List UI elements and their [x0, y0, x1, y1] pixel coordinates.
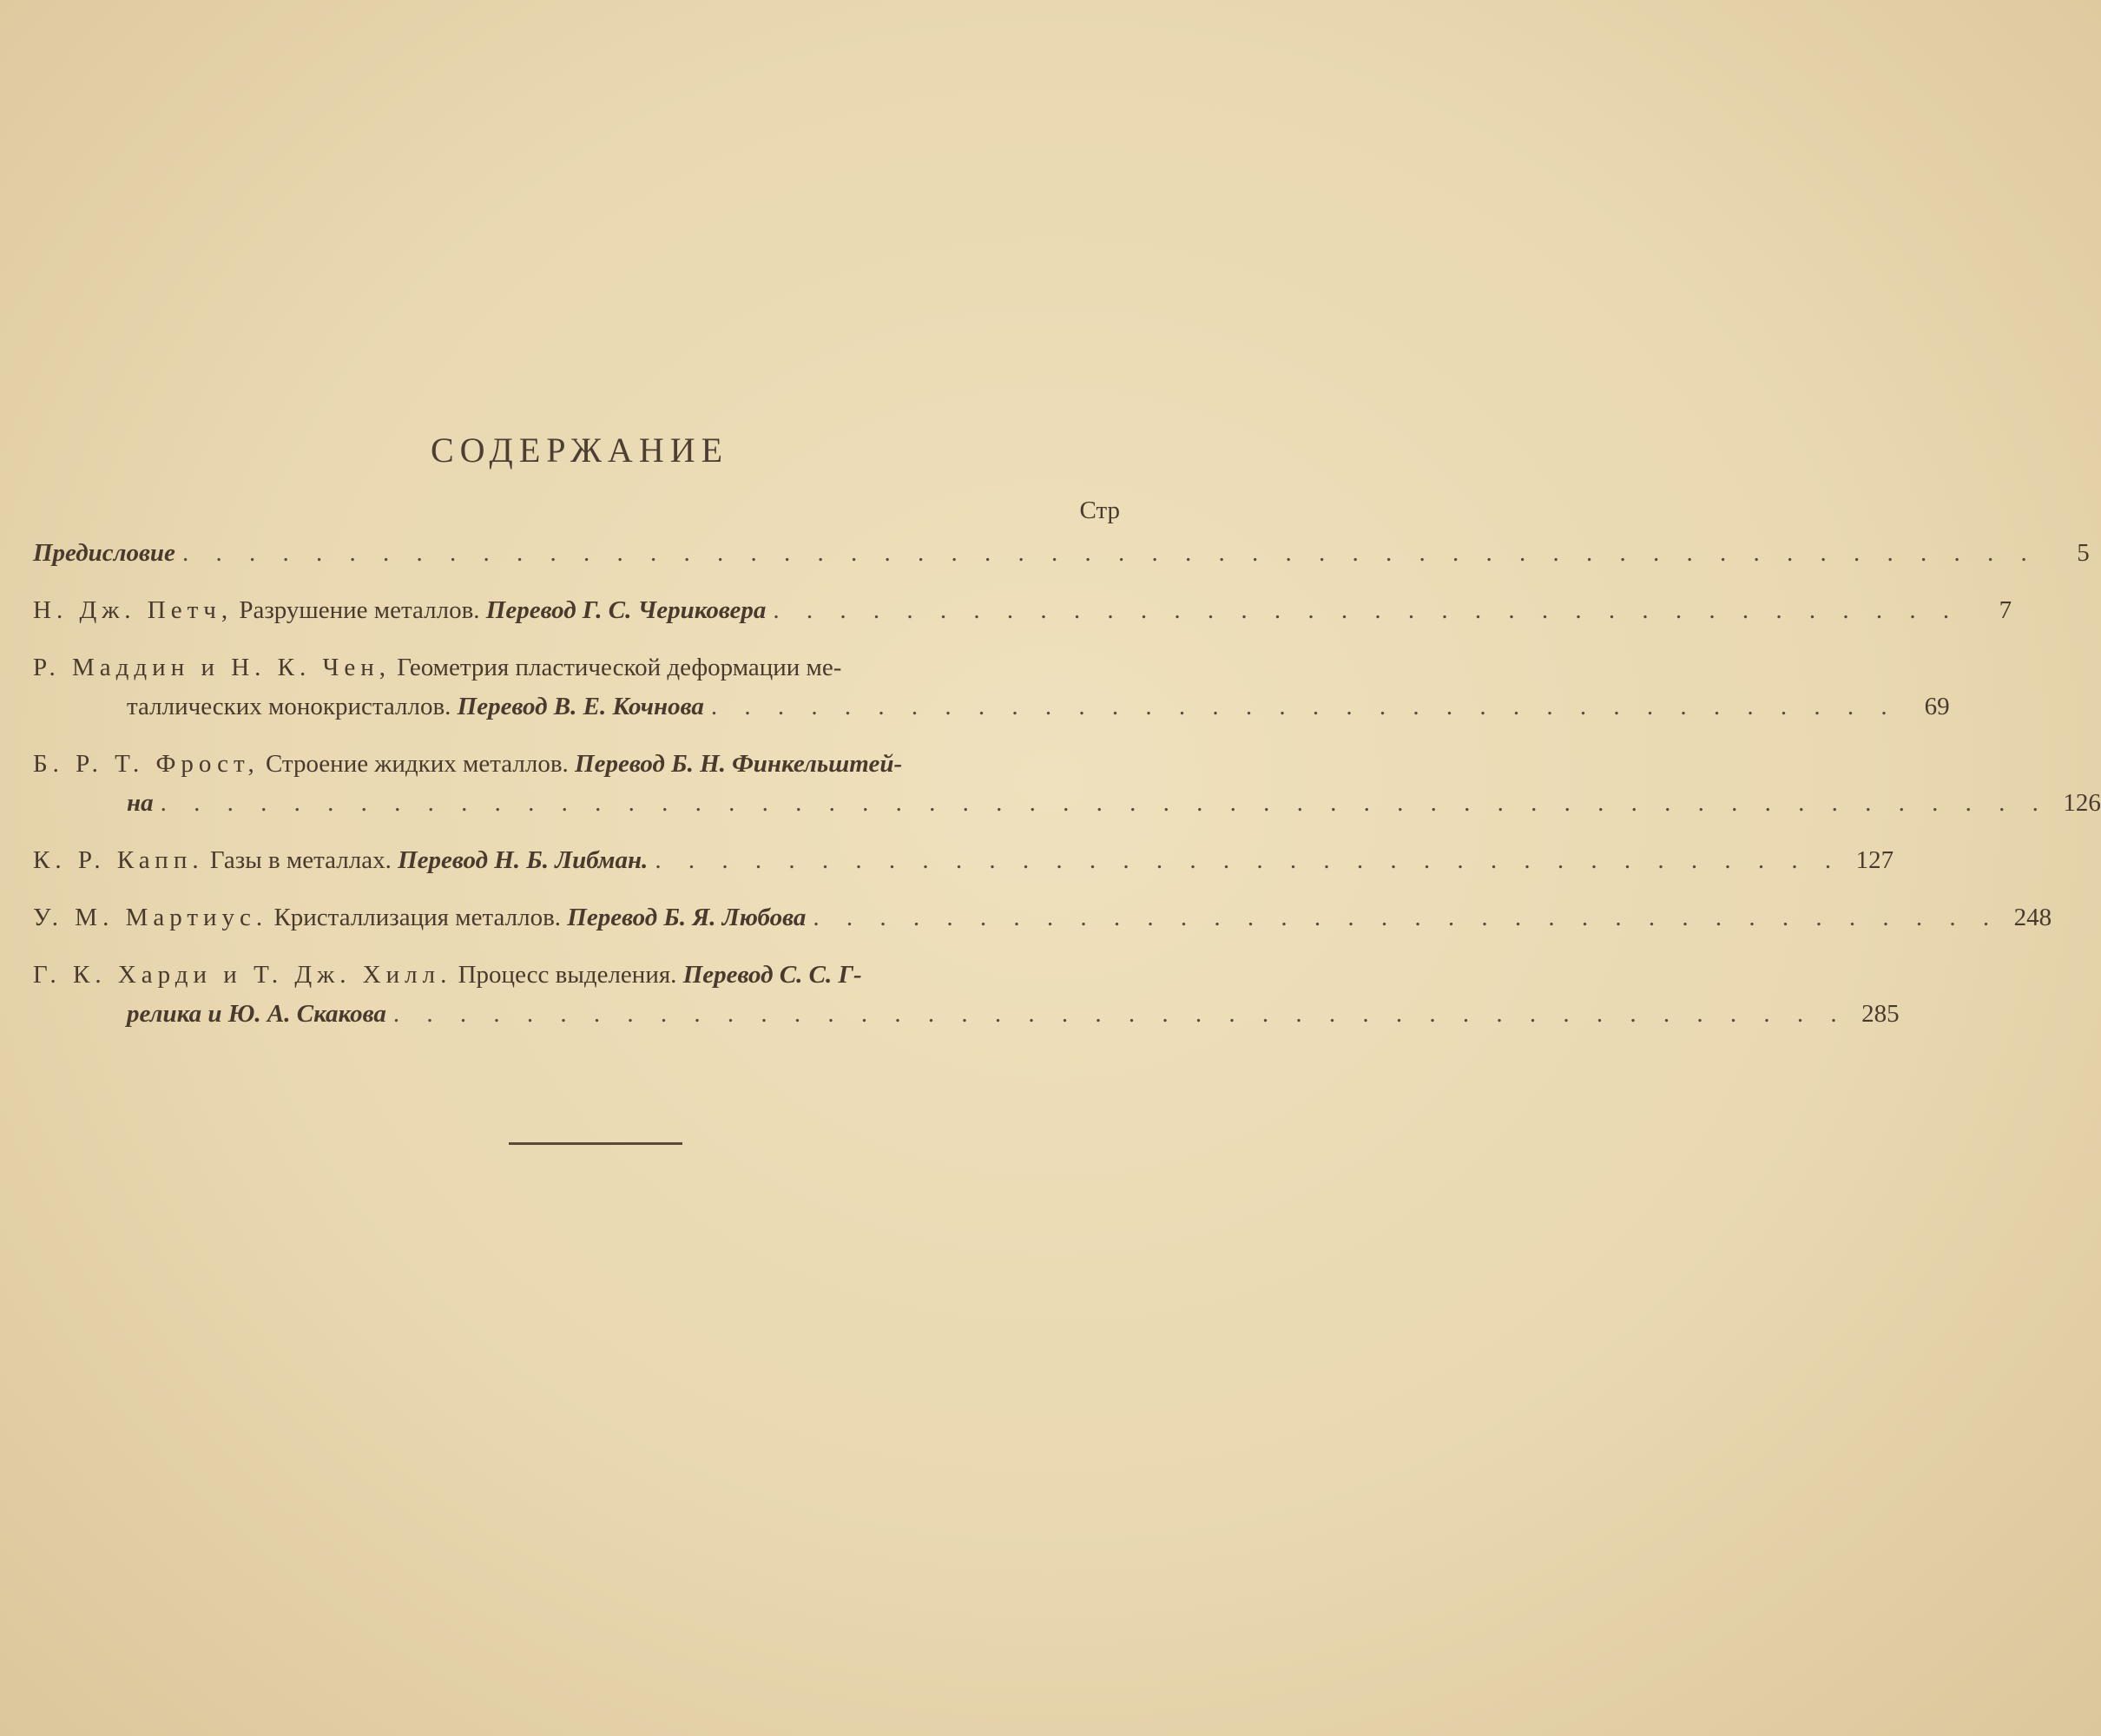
entry-authors: Б. Р. Т. Фрост, [33, 750, 260, 778]
toc-entry[interactable] [33, 956, 1900, 1034]
entry-translation: Перевод Б. Н. Финкельштей- [575, 750, 903, 778]
entry-translation: Перевод Н. Б. Либман. [398, 846, 649, 874]
entry-title: Геометрия пластической деформации ме- [397, 654, 842, 681]
toc-entry[interactable] [33, 745, 2101, 823]
page-number: 5 [2077, 539, 2090, 567]
entry-title: Процесс выделения. [458, 961, 677, 989]
page-number: 69 [1924, 693, 1950, 720]
entry-translation-continued: релика и Ю. А. Скакова [127, 1000, 386, 1028]
dot-leader: . . . . . . . . . . . . . . . . . . . . . . . . . . . . . . . . . . . . [710, 693, 1898, 720]
toc-entry[interactable] [33, 898, 2052, 937]
dot-leader: . . . . . . . . . . . . . . . . . . . . . . . . . . . . . . . . . . . . . . . . . . . . [392, 1000, 1847, 1028]
toc-entry[interactable] [33, 534, 2090, 573]
page-number: 285 [1861, 1000, 1900, 1028]
entry-translation: Перевод С. С. Г- [682, 961, 862, 989]
closing-rule [509, 1142, 682, 1145]
entry-title: Кристаллизация металлов. [273, 904, 562, 931]
entry-authors: Н. Дж. Петч, [33, 596, 234, 624]
toc-entry[interactable] [33, 841, 1894, 880]
entry-translation: Перевод В. Е. Кочнова [457, 693, 704, 720]
dot-leader: . . . . . . . . . . . . . . . . . . . . . . . . . . . . . . . . . . . . [813, 904, 2000, 931]
dot-leader: . . . . . . . . . . . . . . . . . . . . . . . . . . . . . . . . . . . . . . . . . . . . . . . . . . . . . . . . [181, 539, 2038, 567]
toc-entry[interactable] [33, 648, 1950, 727]
entry-authors: Г. К. Харди и Т. Дж. Хилл. [33, 961, 452, 989]
page-number: 248 [2013, 904, 2052, 931]
dot-leader: . . . . . . . . . . . . . . . . . . . . . . . . . . . . . . . . . . . . . . . . . . . . . . . . . . . . . . . . . [160, 789, 2049, 817]
entry-title: Строение жидких металлов. [265, 750, 569, 778]
entry-title: Предисловие [33, 539, 175, 567]
page-number: 126 [2063, 789, 2101, 817]
dot-leader: . . . . . . . . . . . . . . . . . . . . . . . . . . . . . . . . . . . . [773, 596, 1960, 624]
entry-translation: Перевод Б. Я. Любова [567, 904, 807, 931]
page-number: 127 [1855, 846, 1894, 874]
entry-authors: К. Р. Капп. [33, 846, 204, 874]
page-number: 7 [1999, 596, 2012, 624]
entry-translation: Перевод Г. С. Чериковера [485, 596, 767, 624]
entry-authors: У. М. Мартиус. [33, 904, 268, 931]
table-of-contents [33, 534, 2101, 1052]
entry-authors: Р. Маддин и Н. К. Чен, [33, 654, 392, 681]
entry-title-continued: таллических монокристаллов. [127, 693, 451, 720]
dot-leader: . . . . . . . . . . . . . . . . . . . . . . . . . . . . . . . . . . . . [655, 846, 1842, 874]
entry-translation-continued: на [127, 789, 154, 817]
entry-title: Газы в металлах. [209, 846, 392, 874]
page-title: СОДЕРЖАНИЕ [430, 431, 729, 470]
entry-title: Разрушение металлов. [239, 596, 480, 624]
page-column-label: Стр [1079, 496, 1120, 524]
toc-entry[interactable] [33, 591, 2012, 630]
